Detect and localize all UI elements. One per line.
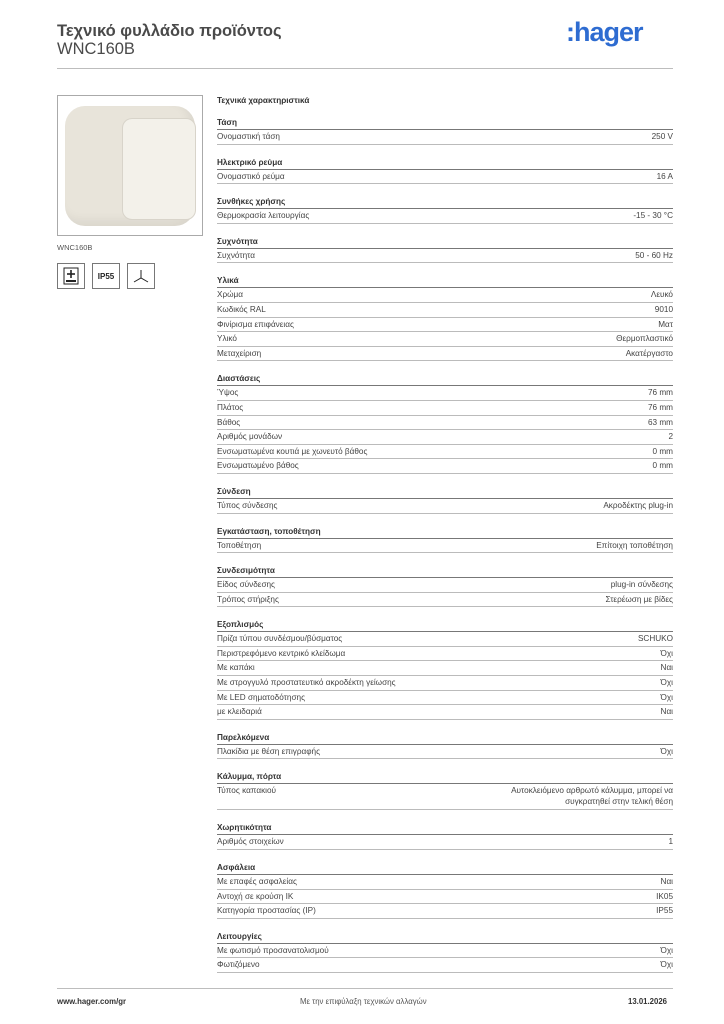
spec-value: Όχι (660, 960, 673, 970)
spec-value: Όχι (660, 678, 673, 688)
spec-label: Είδος σύνδεσης (217, 580, 275, 590)
spec-value: 76 mm (647, 388, 673, 398)
spec-row (217, 705, 673, 720)
spec-row (217, 445, 673, 460)
spec-group (217, 197, 673, 224)
spec-value: Θερμοπλαστικό (616, 334, 673, 344)
footer-website[interactable]: www.hager.com/gr (57, 997, 127, 1006)
spec-row (217, 745, 673, 760)
spec-label: Τοποθέτηση (217, 540, 262, 550)
spec-group-title: Συνδεσιμότητα (217, 566, 673, 578)
spec-group-title: Παρελκόμενα (217, 733, 673, 745)
spec-label: Αριθμός μονάδων (217, 432, 283, 442)
spec-value: 63 mm (647, 417, 673, 427)
spec-group (217, 566, 673, 607)
spec-value: 0 mm (652, 461, 673, 471)
spec-row (217, 130, 673, 145)
spec-row (217, 288, 673, 303)
spec-value: Ακροδέκτης plug-in (603, 500, 673, 510)
product-code: WNC160B (57, 40, 135, 58)
spec-group-title: Τάση (217, 118, 673, 130)
spec-value: IP55 (656, 906, 673, 916)
spec-row (217, 209, 673, 224)
ip55-badge: IP55 (92, 263, 120, 289)
spec-value: 250 V (651, 132, 673, 141)
spec-label: Με στρογγυλό προστατευτικό ακροδέκτη γείωσης (217, 678, 396, 688)
spec-group (217, 487, 673, 514)
footer-date: 13.01.2026 (628, 997, 668, 1006)
spec-label: Αντοχή σε κρούση IK (217, 891, 294, 901)
spec-row (217, 303, 673, 318)
spec-row (217, 835, 673, 850)
spec-label: Με φωτισμό προσανατολισμού (217, 945, 329, 955)
product-image (57, 95, 203, 236)
certification-badges (57, 263, 155, 289)
spec-group (217, 158, 673, 185)
spec-group-title: Σύνδεση (217, 487, 673, 499)
spec-group (217, 527, 673, 554)
spec-group (217, 733, 673, 760)
insulation-symbol-icon (57, 263, 85, 289)
spec-value: 76 mm (647, 402, 673, 412)
spec-value: 9010 (654, 304, 673, 314)
spec-label: Περιστρεφόμενο κεντρικό κλείδωμα (217, 648, 346, 658)
spec-group (217, 237, 673, 264)
spec-row (217, 499, 673, 514)
spec-label: Τρόπος στήριξης (217, 594, 279, 604)
spec-label: Μεταχείριση (217, 348, 262, 358)
spec-group-title: Ασφάλεια (217, 863, 673, 875)
spec-label: Τύπος καπακιού (217, 786, 277, 796)
spec-value: Ακατέργαστο (625, 348, 673, 358)
spec-row (217, 430, 673, 445)
footer-divider (57, 988, 673, 989)
spec-row (217, 904, 673, 919)
spec-value: SCHUKO (637, 634, 673, 644)
spec-value: Στερέωση με βίδες (605, 594, 673, 604)
spec-row (217, 578, 673, 593)
spec-label: Αριθμός στοιχείων (217, 837, 284, 847)
spec-label: Κωδικός RAL (217, 304, 266, 314)
spec-label: Ονομαστική τάση (217, 132, 280, 141)
spec-group (217, 932, 673, 973)
spec-row (217, 386, 673, 401)
spec-value: Αυτοκλειόμενο αρθρωτό κάλυμμα, μπορεί να συγκρατηθεί στην τελική θέση (511, 786, 673, 807)
spec-row (217, 691, 673, 706)
spec-group-title: Λειτουργίες (217, 932, 673, 944)
specs-heading: Τεχνικά χαρακτηριστικά (217, 96, 310, 105)
spec-label: Ενσωματωμένο βάθος (217, 461, 299, 471)
spec-value: Επίτοιχη τοποθέτηση (596, 540, 673, 550)
spec-label: Φινίρισμα επιφάνειας (217, 319, 294, 329)
spec-label: Με LED σηματοδότησης (217, 692, 306, 702)
spec-value: IK05 (656, 891, 673, 901)
spec-label: Πρίζα τύπου συνδέσμου/βύσματος (217, 634, 343, 644)
spec-group-title: Εξοπλισμός (217, 620, 673, 632)
spec-group-title: Συνθήκες χρήσης (217, 197, 673, 209)
spec-row (217, 332, 673, 347)
spec-label: Θερμοκρασία λειτουργίας (217, 211, 310, 221)
spec-group-title: Συχνότητα (217, 237, 673, 249)
spec-group-title: Διαστάσεις (217, 374, 673, 386)
header-divider (57, 68, 673, 69)
spec-row (217, 249, 673, 264)
spec-label: Ύψος (217, 388, 239, 398)
spec-label: Φωτιζόμενο (217, 960, 260, 970)
spec-row (217, 170, 673, 185)
spec-row (217, 958, 673, 973)
spec-row (217, 593, 673, 608)
spec-group (217, 118, 673, 145)
spec-value: 0 mm (652, 446, 673, 456)
spec-group-title: Υλικά (217, 276, 673, 288)
socket-cover (122, 118, 196, 220)
spec-value: Ναι (660, 707, 673, 717)
spec-group (217, 374, 673, 474)
installation-symbol-icon (127, 263, 155, 289)
spec-group (217, 772, 673, 810)
spec-value: 16 A (656, 171, 673, 181)
spec-label: Χρώμα (217, 290, 243, 300)
spec-group-title: Κάλυμμα, πόρτα (217, 772, 673, 784)
spec-value: Όχι (660, 692, 673, 702)
spec-group (217, 620, 673, 720)
spec-label: Με επαφές ασφαλείας (217, 877, 297, 887)
spec-value: -15 - 30 °C (633, 211, 673, 221)
spec-value: Ναι (660, 877, 673, 887)
spec-value: 1 (668, 837, 673, 847)
spec-value: Όχι (660, 746, 673, 756)
spec-label: Με καπάκι (217, 663, 255, 673)
spec-row (217, 416, 673, 431)
spec-label: Υλικό (217, 334, 237, 344)
product-image-caption: WNC160B (57, 243, 93, 252)
spec-row (217, 632, 673, 647)
footer-notice: Με την επιφύλαξη τεχνικών αλλαγών (300, 997, 427, 1006)
spec-row (217, 676, 673, 691)
spec-label: Συχνότητα (217, 250, 256, 260)
spec-group-title: Εγκατάσταση, τοποθέτηση (217, 527, 673, 539)
spec-label: με κλειδαριά (217, 707, 262, 717)
spec-value: Ναι (660, 663, 673, 673)
spec-row (217, 875, 673, 890)
spec-value: Όχι (660, 945, 673, 955)
spec-row (217, 539, 673, 554)
spec-label: Πλακίδια με θέση επιγραφής (217, 746, 321, 756)
spec-row (217, 347, 673, 362)
spec-row (217, 401, 673, 416)
spec-label: Κατηγορία προστασίας (IP) (217, 906, 316, 916)
spec-value: 50 - 60 Hz (635, 250, 673, 260)
page-title: Τεχνικό φυλλάδιο προϊόντος (57, 22, 282, 40)
spec-label: Ονομαστικό ρεύμα (217, 171, 285, 181)
spec-row (217, 318, 673, 333)
technical-specs (217, 96, 673, 973)
spec-row (217, 661, 673, 676)
spec-group (217, 276, 673, 361)
spec-label: Βάθος (217, 417, 241, 427)
spec-value: plug-in σύνδεσης (610, 580, 673, 590)
spec-value: 2 (668, 432, 673, 442)
spec-row (217, 784, 673, 810)
spec-label: Πλάτος (217, 402, 244, 412)
spec-label: Ενσωματωμένα κουτιά με χωνευτό βάθος (217, 446, 368, 456)
spec-label: Τύπος σύνδεσης (217, 500, 278, 510)
spec-group-title: Ηλεκτρικό ρεύμα (217, 158, 673, 170)
spec-value: Όχι (660, 648, 673, 658)
spec-group (217, 863, 673, 919)
spec-group (217, 823, 673, 850)
spec-row (217, 459, 673, 474)
spec-value: Ματ (658, 319, 673, 329)
spec-row (217, 890, 673, 905)
spec-row (217, 647, 673, 662)
spec-row (217, 944, 673, 959)
spec-groups (217, 118, 673, 973)
hager-logo: :hager (566, 17, 643, 47)
spec-group-title: Χωρητικότητα (217, 823, 673, 835)
spec-value: Λευκό (650, 290, 673, 300)
